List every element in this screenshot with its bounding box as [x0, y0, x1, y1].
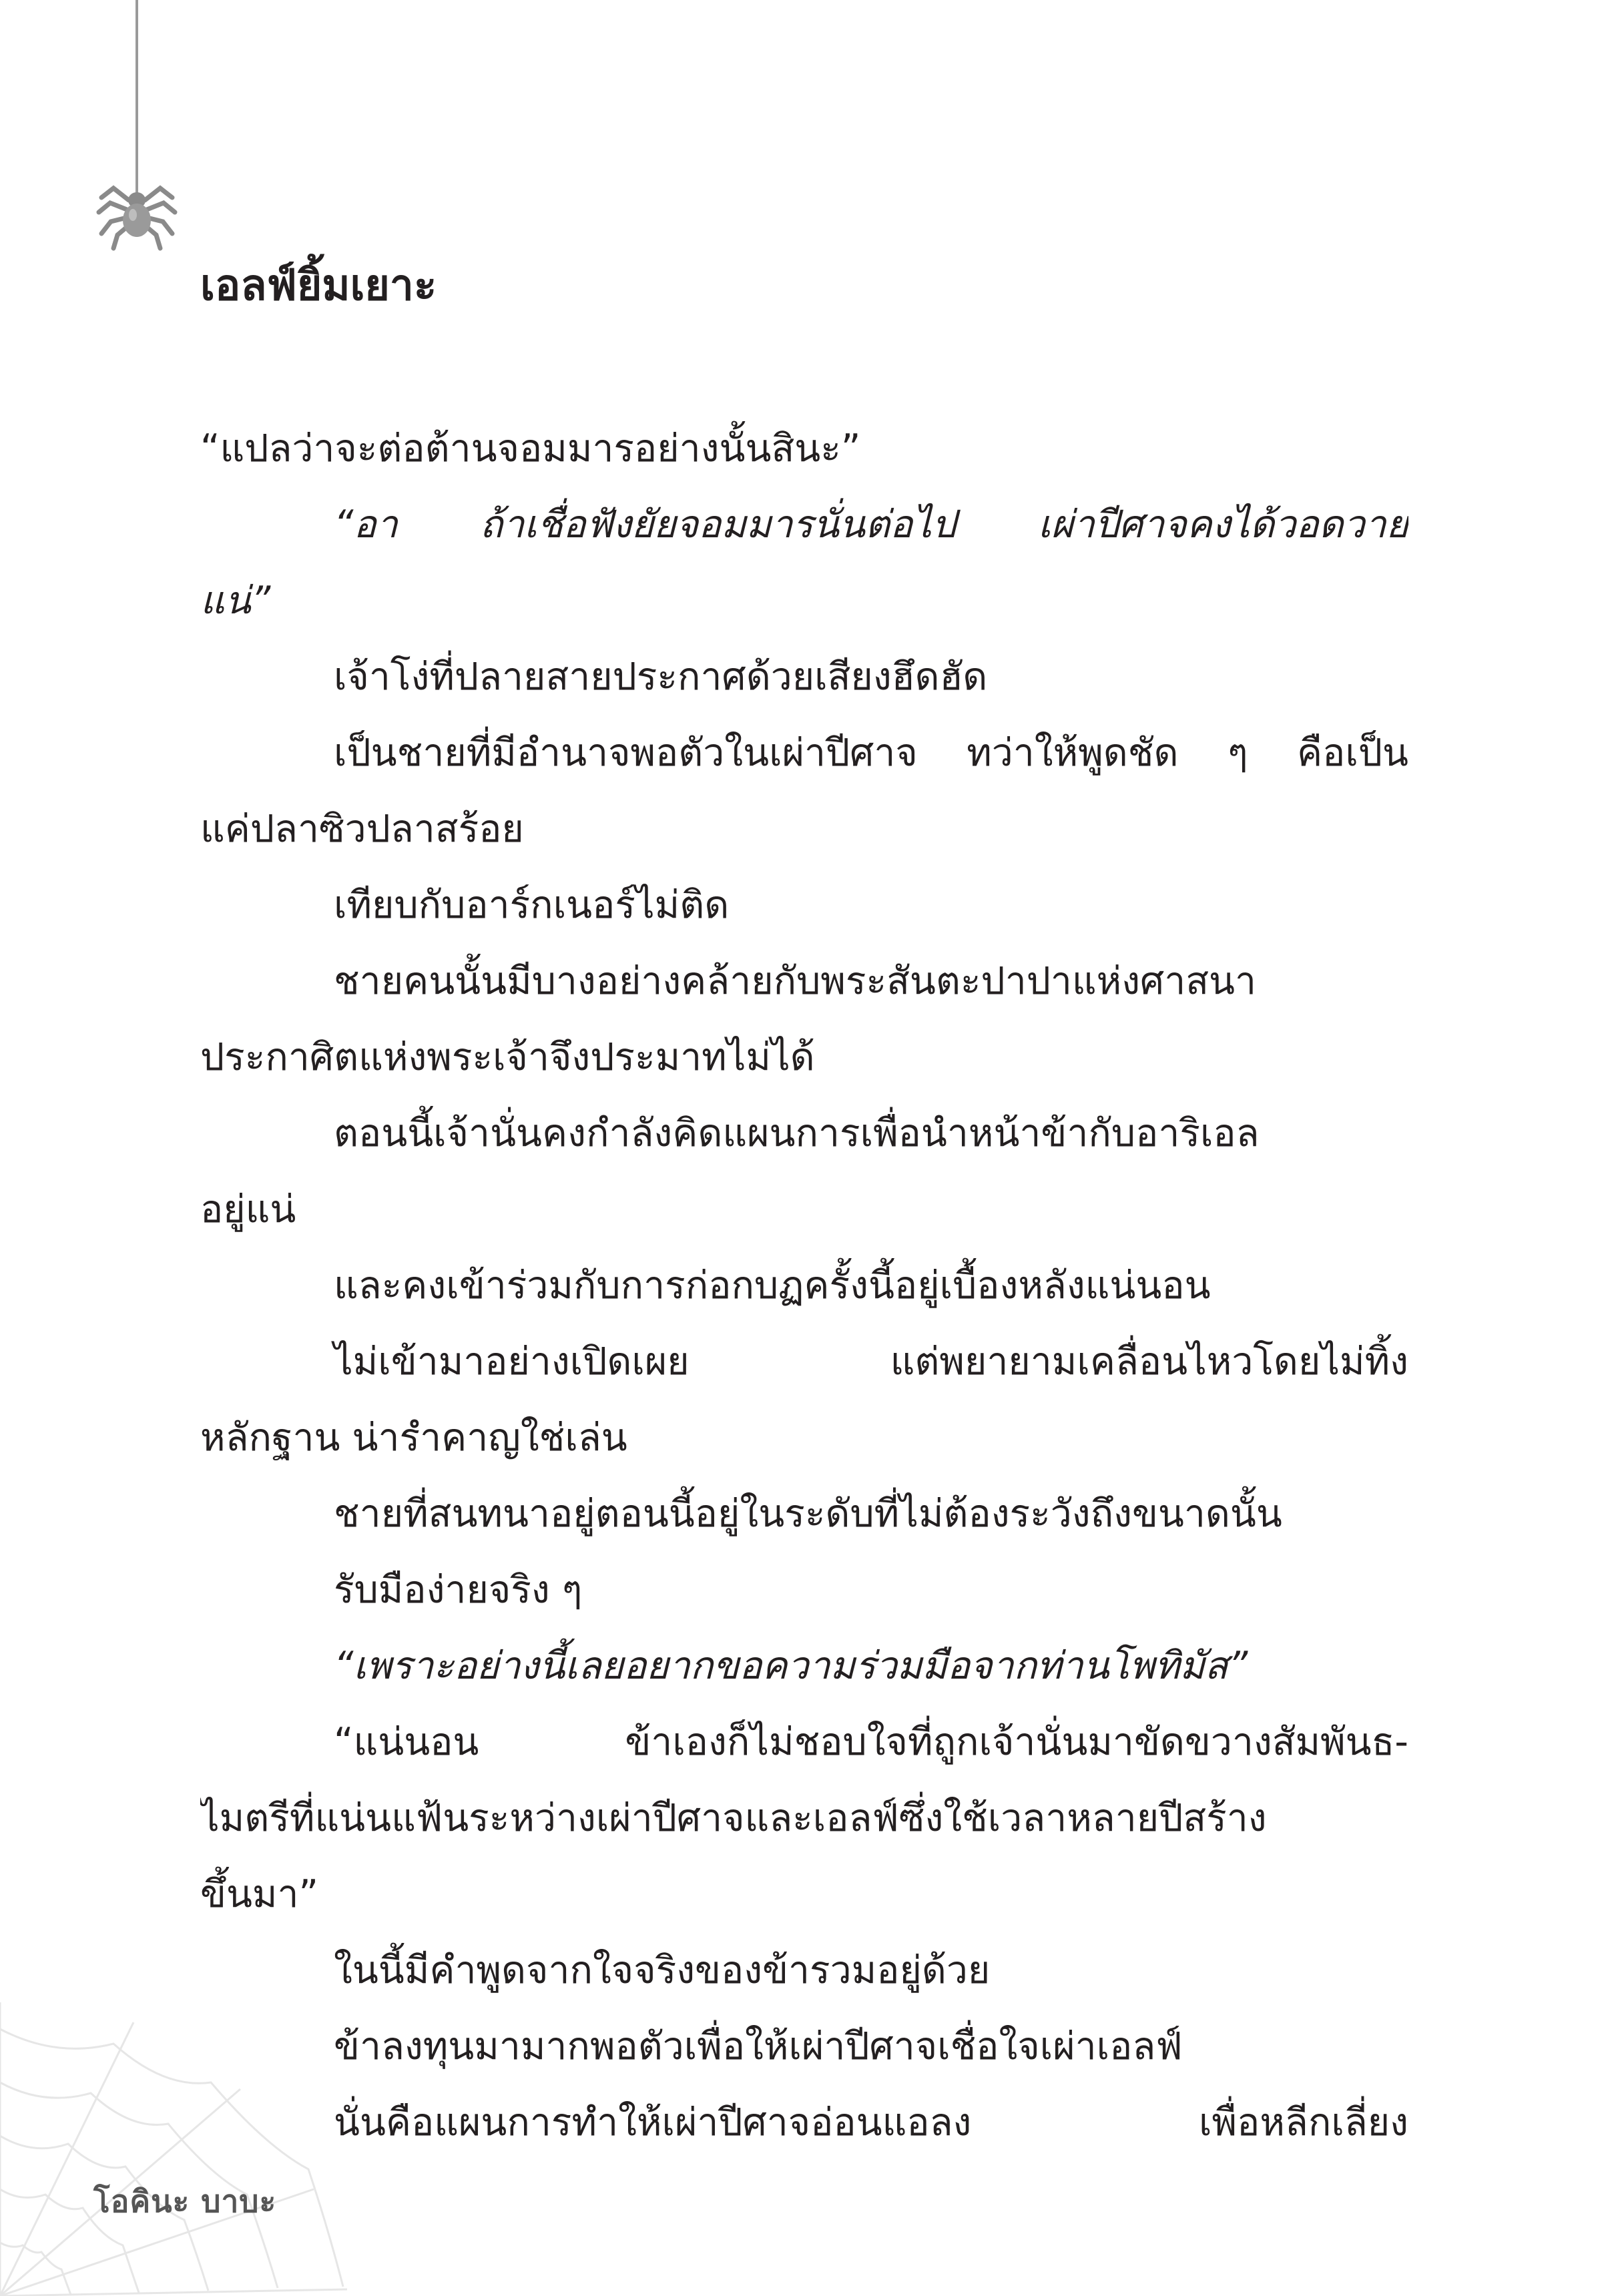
text-line: แค่ปลาซิวปลาสร้อย: [200, 807, 524, 851]
text-line: ไม่เข้ามาอย่างเปิดเผย แต่พยายามเคลื่อนไหวโดยไม่ทิ้ง: [334, 1340, 1408, 1384]
footer-author: โอคินะ บาบะ: [93, 2183, 277, 2219]
chapter-title: เอลฟ์ยิ้มเยาะ: [200, 261, 437, 310]
text-line: เจ้าโง่ที่ปลายสายประกาศด้วยเสียงฮึดฮัด: [334, 655, 988, 699]
text-line: เป็นชายที่มีอำนาจพอตัวในเผ่าปีศาจ ทว่าให้พูดชัด ๆ คือเป็น: [334, 731, 1408, 775]
text-line: ประกาศิตแห่งพระเจ้าจึงประมาทไม่ได้: [200, 1035, 815, 1079]
text-line: รับมือง่ายจริง ๆ: [334, 1568, 583, 1612]
text-line: “แน่นอน ข้าเองก็ไม่ชอบใจที่ถูกเจ้านั่นมาขัดขวางสัมพันธ-: [334, 1720, 1408, 1764]
body-text: [200, 410, 1408, 2161]
text-line: เทียบกับอาร์กเนอร์ไม่ติด: [334, 883, 730, 927]
spider-icon: [0, 0, 200, 254]
text-line: นั่นคือแผนการทำให้เผ่าปีศาจอ่อนแอลง เพื่อหลีกเลี่ยง: [334, 2100, 1408, 2144]
text-line: ตอนนี้เจ้านั่นคงกำลังคิดแผนการเพื่อนำหน้าข้ากับอาริเอล: [334, 1111, 1260, 1155]
text-line: ขึ้นมา”: [200, 1872, 319, 1916]
text-line: “อา ถ้าเชื่อฟังยัยจอมมารนั่นต่อไป เผ่าปีศาจคงได้วอดวาย: [334, 503, 1408, 547]
text-line: และคงเข้าร่วมกับการก่อกบฏครั้งนี้อยู่เบื้องหลังแน่นอน: [334, 1263, 1211, 1308]
text-line: หลักฐาน น่ารำคาญใช่เล่น: [200, 1416, 627, 1460]
text-line: ชายคนนั้นมีบางอย่างคล้ายกับพระสันตะปาปาแห่งศาสนา: [334, 959, 1256, 1003]
text-line: แน่”: [200, 579, 271, 623]
spider-web-icon: [0, 1976, 347, 2296]
text-line: ไมตรีที่แน่นแฟ้นระหว่างเผ่าปีศาจและเอลฟ์ซึ่งใช้เวลาหลายปีสร้าง: [200, 1796, 1267, 1840]
text-line: “แปลว่าจะต่อต้านจอมมารอย่างนั้นสินะ”: [200, 426, 861, 471]
text-line: ข้าลงทุนมามากพอตัวเพื่อให้เผ่าปีศาจเชื่อใจเผ่าเอลฟ์: [334, 2024, 1183, 2068]
text-line: ในนี้มีคำพูดจากใจจริงของข้ารวมอยู่ด้วย: [334, 1948, 991, 1992]
text-line: “เพราะอย่างนี้เลยอยากขอความร่วมมือจากท่านโพทิมัส”: [334, 1644, 1248, 1688]
text-line: ชายที่สนทนาอยู่ตอนนี้อยู่ในระดับที่ไม่ต้องระวังถึงขนาดนั้น: [334, 1492, 1282, 1536]
text-line: อยู่แน่: [200, 1187, 296, 1231]
